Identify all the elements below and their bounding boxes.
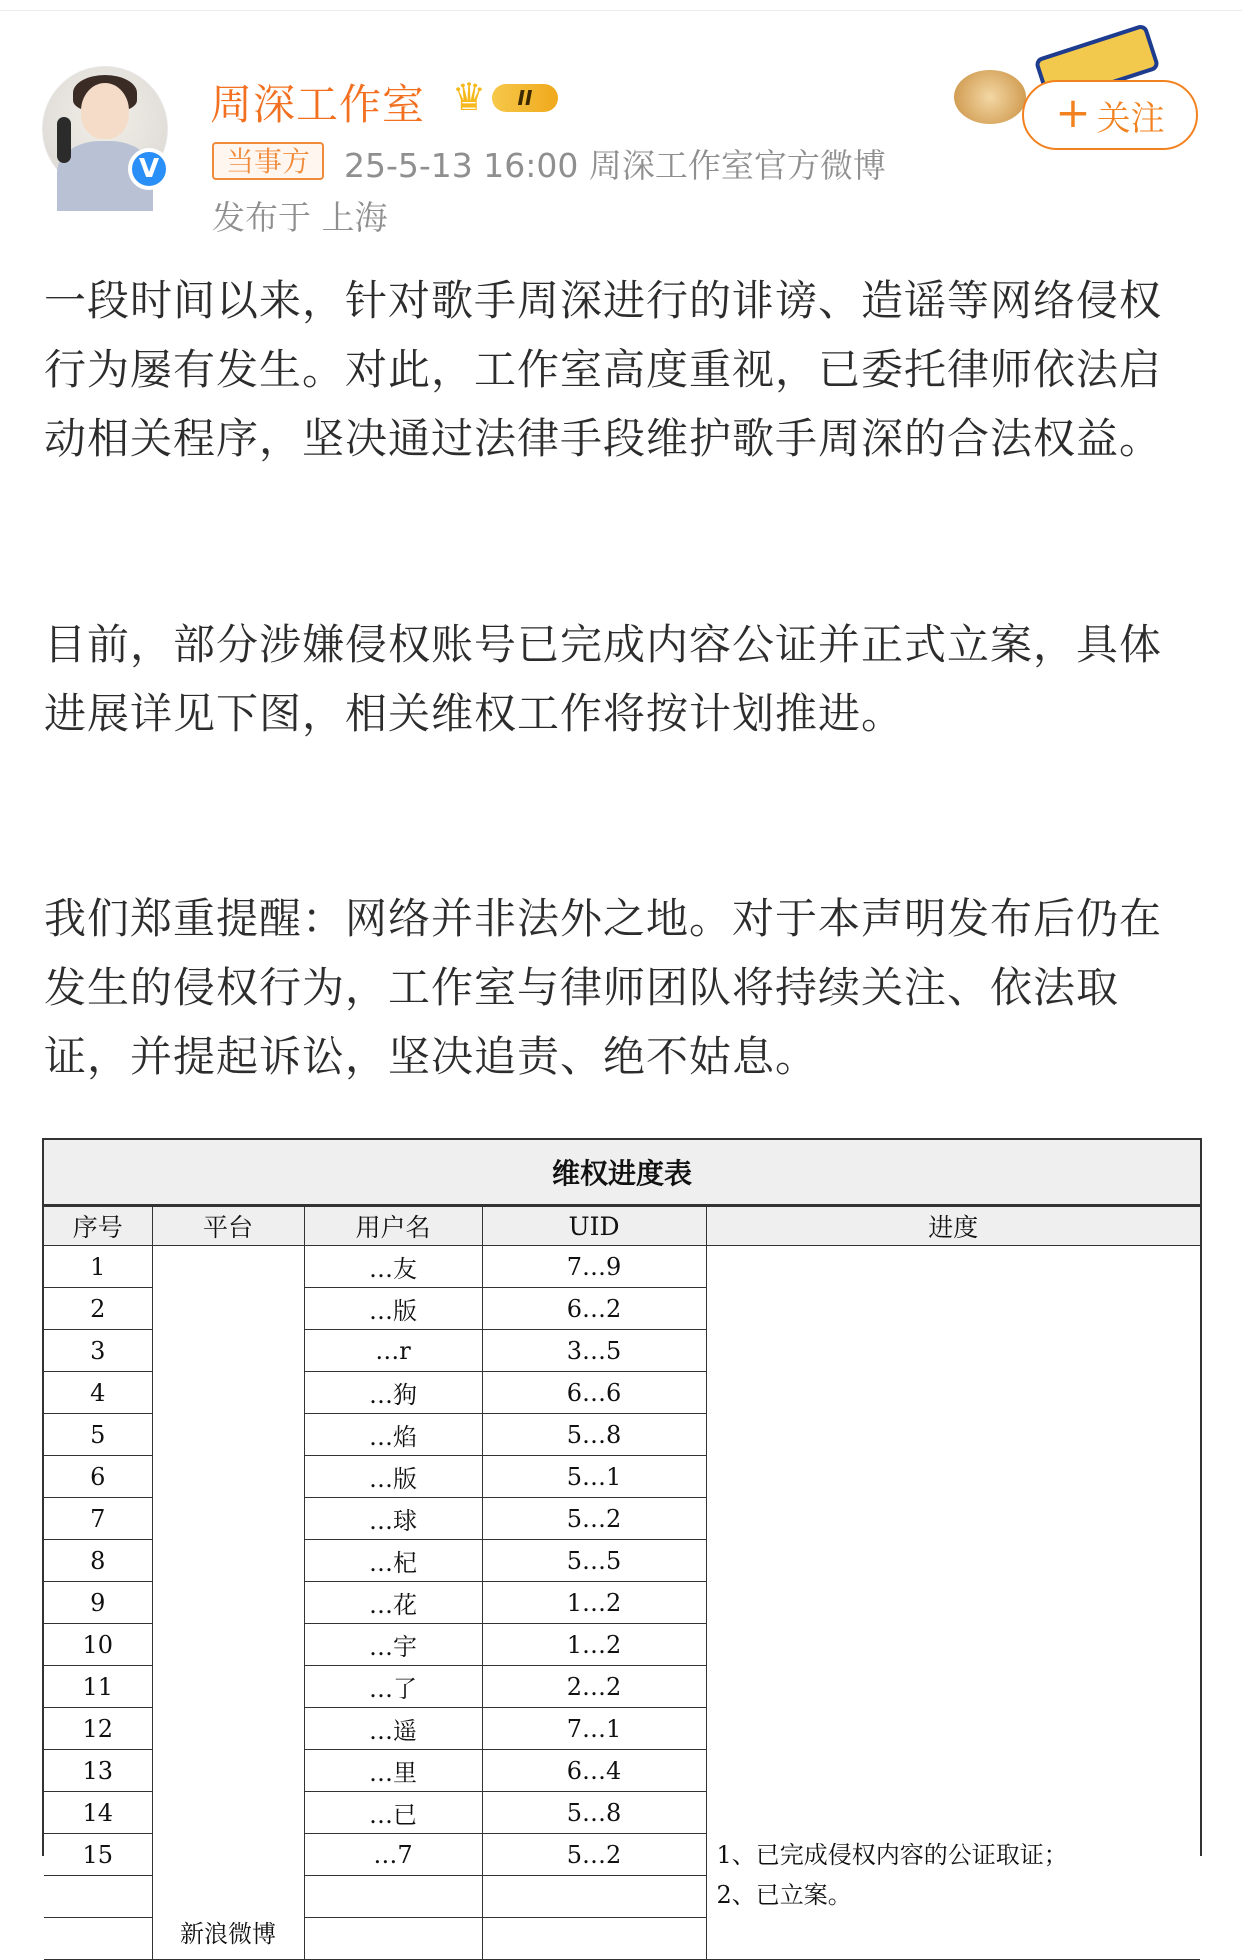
cell-username: …版 xyxy=(304,1288,482,1330)
cell-empty xyxy=(482,1918,706,1960)
cell-uid: 7…9 xyxy=(482,1246,706,1288)
cell-uid: 5…2 xyxy=(482,1834,706,1876)
cell-no: 6 xyxy=(44,1456,152,1498)
cell-no: 9 xyxy=(44,1582,152,1624)
cell-empty xyxy=(304,1918,482,1960)
cell-empty xyxy=(44,1876,152,1918)
cell-no: 7 xyxy=(44,1498,152,1540)
cell-no: 4 xyxy=(44,1372,152,1414)
verified-icon: V xyxy=(128,148,170,190)
post-location: 发布于 上海 xyxy=(212,198,388,237)
crown-icon: ♛ xyxy=(452,75,487,119)
cell-uid: 6…4 xyxy=(482,1750,706,1792)
cell-username: …里 xyxy=(304,1750,482,1792)
cell-uid: 1…2 xyxy=(482,1624,706,1666)
cell-no: 10 xyxy=(44,1624,152,1666)
header-platform: 平台 xyxy=(152,1207,304,1246)
post-image-table[interactable] xyxy=(42,1138,1202,1948)
cell-no: 5 xyxy=(44,1414,152,1456)
cell-username: …已 xyxy=(304,1792,482,1834)
cell-uid: 5…8 xyxy=(482,1792,706,1834)
header-no: 序号 xyxy=(44,1207,152,1246)
cell-uid: 6…6 xyxy=(482,1372,706,1414)
post-paragraph-3: 我们郑重提醒：网络并非法外之地。对于本声明发布后仍在发生的侵权行为，工作室与律师团队将持续关注、依法取证，并提起诉讼，坚决追责、绝不姑息。 xyxy=(44,894,1163,1081)
progress-line-2: 2、已立案。 xyxy=(716,1881,852,1909)
cell-username: …版 xyxy=(304,1456,482,1498)
cell-uid: 7…1 xyxy=(482,1708,706,1750)
plus-icon: + xyxy=(1055,88,1091,137)
cell-uid: 2…2 xyxy=(482,1666,706,1708)
cell-username: …狗 xyxy=(304,1372,482,1414)
author-name[interactable]: 周深工作室 xyxy=(210,80,426,129)
cell-username: …7 xyxy=(304,1834,482,1876)
cell-uid: 5…2 xyxy=(482,1498,706,1540)
cell-no: 13 xyxy=(44,1750,152,1792)
cell-uid: 6…2 xyxy=(482,1288,706,1330)
cell-username: …焰 xyxy=(304,1414,482,1456)
table-title: 维权进度表 xyxy=(44,1140,1200,1206)
cell-no: 14 xyxy=(44,1792,152,1834)
cell-uid: 1…2 xyxy=(482,1582,706,1624)
header-uid: UID xyxy=(482,1207,706,1246)
cell-username: …r xyxy=(304,1330,482,1372)
cell-empty xyxy=(304,1876,482,1918)
vip-level: II xyxy=(492,84,558,112)
cell-no: 2 xyxy=(44,1288,152,1330)
cell-username: …遥 xyxy=(304,1708,482,1750)
table-row xyxy=(44,1246,1200,1288)
cell-no: 15 xyxy=(44,1834,152,1876)
cell-no: 1 xyxy=(44,1246,152,1288)
cell-username: …球 xyxy=(304,1498,482,1540)
cell-username: …花 xyxy=(304,1582,482,1624)
cell-platform: 新浪微博 xyxy=(152,1246,304,1960)
cell-username: …友 xyxy=(304,1246,482,1288)
cell-empty xyxy=(44,1918,152,1960)
cell-uid: 3…5 xyxy=(482,1330,706,1372)
cell-uid: 5…1 xyxy=(482,1456,706,1498)
cell-no: 3 xyxy=(44,1330,152,1372)
cell-uid: 5…8 xyxy=(482,1414,706,1456)
progress-line-1: 1、已完成侵权内容的公证取证； xyxy=(716,1841,1068,1869)
progress-table xyxy=(44,1206,1200,1960)
vip-badge[interactable] xyxy=(452,76,562,118)
cell-username: …了 xyxy=(304,1666,482,1708)
cell-uid: 5…5 xyxy=(482,1540,706,1582)
cell-username: …宇 xyxy=(304,1624,482,1666)
table-header-row xyxy=(44,1207,1200,1246)
cell-no: 12 xyxy=(44,1708,152,1750)
header-progress: 进度 xyxy=(706,1207,1200,1246)
cell-username: …杞 xyxy=(304,1540,482,1582)
post-meta: 25-5-13 16:00 周深工作室官方微博 xyxy=(344,146,886,185)
header-username: 用户名 xyxy=(304,1207,482,1246)
cell-no: 8 xyxy=(44,1540,152,1582)
status-divider xyxy=(0,0,1242,11)
post-paragraph-2: 目前，部分涉嫌侵权账号已完成内容公证并正式立案，具体进展详见下图，相关维权工作将按计划推进。 xyxy=(44,620,1163,738)
cell-progress xyxy=(706,1246,1200,1960)
cell-no: 11 xyxy=(44,1666,152,1708)
party-tag: 当事方 xyxy=(212,142,324,180)
follow-button[interactable] xyxy=(1022,80,1198,150)
follow-label: 关注 xyxy=(1096,98,1165,139)
post-paragraph-1: 一段时间以来，针对歌手周深进行的诽谤、造谣等网络侵权行为屡有发生。对此，工作室高度重视，已委托律师依法启动相关程序，坚决通过法律手段维护歌手周深的合法权益。 xyxy=(44,276,1163,463)
cell-empty xyxy=(482,1876,706,1918)
